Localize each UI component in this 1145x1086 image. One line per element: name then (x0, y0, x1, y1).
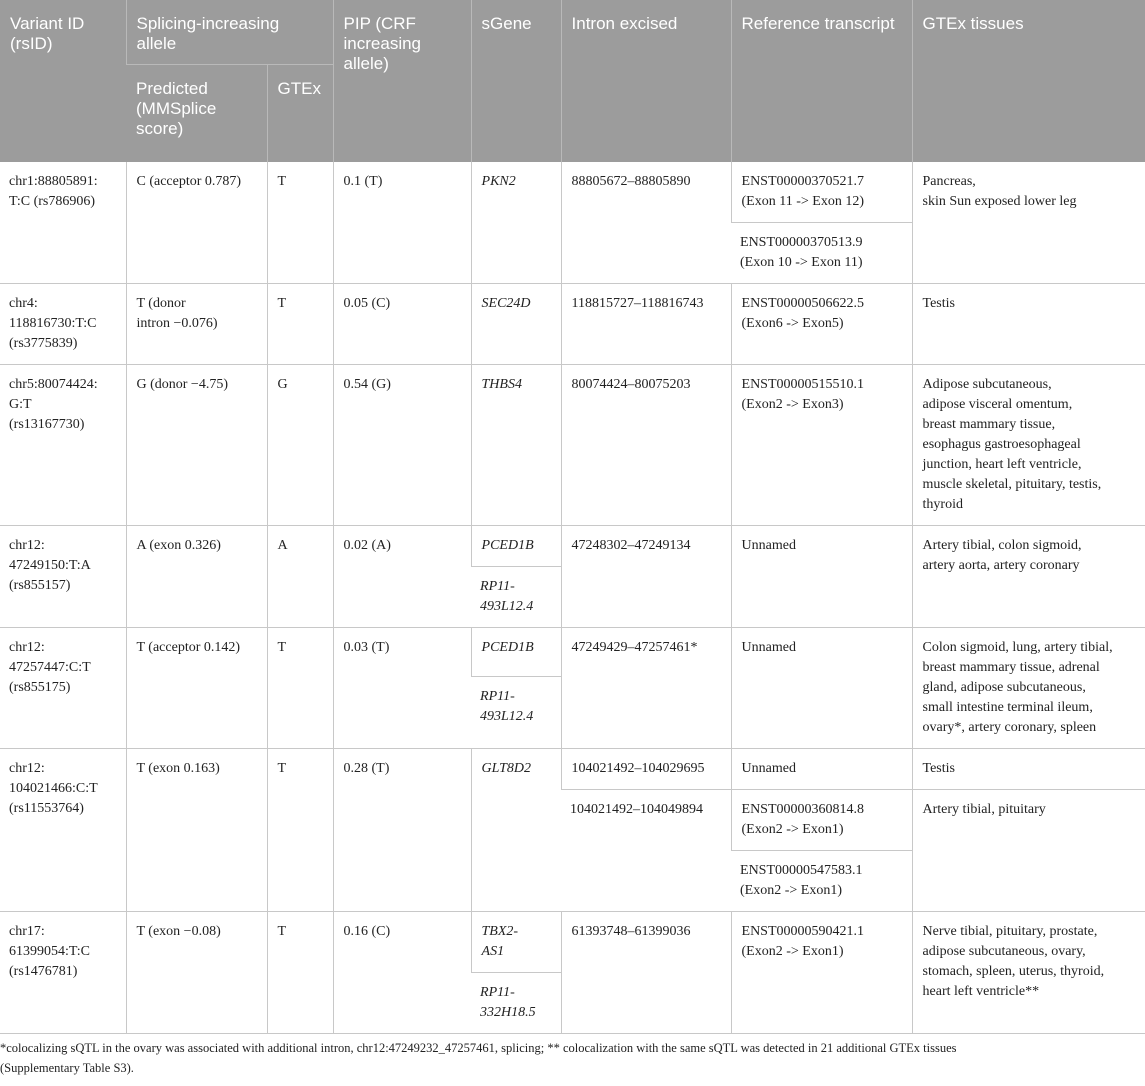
intron-cell: 80074424–80075203 (561, 365, 731, 526)
table-header (0, 0, 1145, 162)
sgene-cell: TBX2- AS1 (471, 912, 561, 973)
sgene-cell: GLT8D2 (471, 749, 561, 912)
tissues-cell: Pancreas, skin Sun exposed lower leg (912, 162, 1145, 284)
sgene-cell: RP11- 493L12.4 (471, 567, 561, 628)
gtex-allele-cell: T (267, 912, 333, 1034)
variant-cell: chr1:88805891: T:C (rs786906) (0, 162, 126, 284)
tissues-cell: Testis (912, 749, 1145, 790)
tissues-cell: Adipose subcutaneous, adipose visceral omentum, breast mammary tissue, esophagus gastroesophageal junction, heart left ventricle, muscle skeletal, pituitary, testis, thyroid (912, 365, 1145, 526)
table-row (0, 162, 1145, 223)
header-variant-id: Variant ID (rsID) (0, 0, 126, 162)
header-gtex: GTEx (267, 64, 333, 162)
footnote-line: (Supplementary Table S3). (0, 1061, 134, 1075)
gtex-allele-cell: T (267, 162, 333, 284)
sgene-cell: PKN2 (471, 162, 561, 284)
table-row (0, 912, 1145, 973)
header-sgene: sGene (471, 0, 561, 162)
predicted-cell: T (donor intron −0.076) (126, 284, 267, 365)
header-tissues: GTEx tissues (912, 0, 1145, 162)
variant-cell: chr17: 61399054:T:C (rs1476781) (0, 912, 126, 1034)
header-intron: Intron excised (561, 0, 731, 162)
transcript-cell: ENST00000370513.9 (Exon 10 -> Exon 11) (731, 223, 912, 284)
predicted-cell: T (acceptor 0.142) (126, 628, 267, 749)
header-pip: PIP (CRF increasing allele) (333, 0, 471, 162)
intron-cell: 47249429–47257461* (561, 628, 731, 749)
sgene-cell: THBS4 (471, 365, 561, 526)
intron-cell: 104021492–104029695 (561, 749, 731, 790)
tissues-cell: Artery tibial, pituitary (912, 790, 1145, 912)
transcript-cell: Unnamed (731, 526, 912, 628)
header-transcript: Reference transcript (731, 0, 912, 162)
pip-cell: 0.28 (T) (333, 749, 471, 912)
sgene-cell: RP11- 493L12.4 (471, 676, 561, 748)
footnote-line: *colocalizing sQTL in the ovary was associated with additional intron, chr12:47249232_47257461, splicing; ** colocalization with the same sQTL was detected in 21 additional GTEx tissues (0, 1041, 957, 1055)
gtex-allele-cell: T (267, 749, 333, 912)
predicted-cell: A (exon 0.326) (126, 526, 267, 628)
pip-cell: 0.02 (A) (333, 526, 471, 628)
variant-cell: chr12: 47257447:C:T (rs855175) (0, 628, 126, 749)
predicted-cell: C (acceptor 0.787) (126, 162, 267, 284)
variant-cell: chr5:80074424: G:T (rs13167730) (0, 365, 126, 526)
predicted-cell: T (exon −0.08) (126, 912, 267, 1034)
header-predicted: Predicted (MMSplice score) (126, 64, 267, 162)
variant-cell: chr4: 118816730:T:C (rs3775839) (0, 284, 126, 365)
pip-cell: 0.03 (T) (333, 628, 471, 749)
gtex-allele-cell: T (267, 628, 333, 749)
sgene-cell: SEC24D (471, 284, 561, 365)
sgene-cell: PCED1B (471, 526, 561, 567)
tissues-cell: Colon sigmoid, lung, artery tibial, breast mammary tissue, adrenal gland, adipose subcutaneous, small intestine terminal ileum, ovary*, artery coronary, spleen (912, 628, 1145, 749)
intron-cell: 118815727–118816743 (561, 284, 731, 365)
gtex-allele-cell: A (267, 526, 333, 628)
variant-cell: chr12: 47249150:T:A (rs855157) (0, 526, 126, 628)
intron-cell: 61393748–61399036 (561, 912, 731, 1034)
sgene-cell: PCED1B (471, 628, 561, 677)
pip-cell: 0.16 (C) (333, 912, 471, 1034)
header-splicing-allele: Splicing-increasing allele (126, 0, 333, 64)
transcript-cell: ENST00000590421.1 (Exon2 -> Exon1) (731, 912, 912, 1034)
table-row (0, 628, 1145, 677)
table-row (0, 526, 1145, 567)
sgene-cell: RP11- 332H18.5 (471, 973, 561, 1034)
transcript-cell: ENST00000360814.8 (Exon2 -> Exon1) (731, 790, 912, 851)
transcript-cell: ENST00000370521.7 (Exon 11 -> Exon 12) (731, 162, 912, 223)
transcript-cell: Unnamed (731, 628, 912, 749)
gtex-allele-cell: T (267, 284, 333, 365)
table-footnote (0, 1034, 1145, 1078)
table-row (0, 284, 1145, 365)
transcript-cell: ENST00000515510.1 (Exon2 -> Exon3) (731, 365, 912, 526)
intron-cell: 88805672–88805890 (561, 162, 731, 284)
tissues-cell: Artery tibial, colon sigmoid, artery aorta, artery coronary (912, 526, 1145, 628)
predicted-cell: T (exon 0.163) (126, 749, 267, 912)
pip-cell: 0.54 (G) (333, 365, 471, 526)
predicted-cell: G (donor −4.75) (126, 365, 267, 526)
gtex-allele-cell: G (267, 365, 333, 526)
tissues-cell: Testis (912, 284, 1145, 365)
tissues-cell: Nerve tibial, pituitary, prostate, adipose subcutaneous, ovary, stomach, spleen, uterus, thyroid, heart left ventricle** (912, 912, 1145, 1034)
transcript-cell: ENST00000547583.1 (Exon2 -> Exon1) (731, 851, 912, 912)
table-row (0, 365, 1145, 526)
transcript-cell: Unnamed (731, 749, 912, 790)
table-row (0, 749, 1145, 790)
pip-cell: 0.1 (T) (333, 162, 471, 284)
intron-cell: 104021492–104049894 (561, 790, 731, 912)
pip-cell: 0.05 (C) (333, 284, 471, 365)
intron-cell: 47248302–47249134 (561, 526, 731, 628)
variant-cell: chr12: 104021466:C:T (rs11553764) (0, 749, 126, 912)
transcript-cell: ENST00000506622.5 (Exon6 -> Exon5) (731, 284, 912, 365)
